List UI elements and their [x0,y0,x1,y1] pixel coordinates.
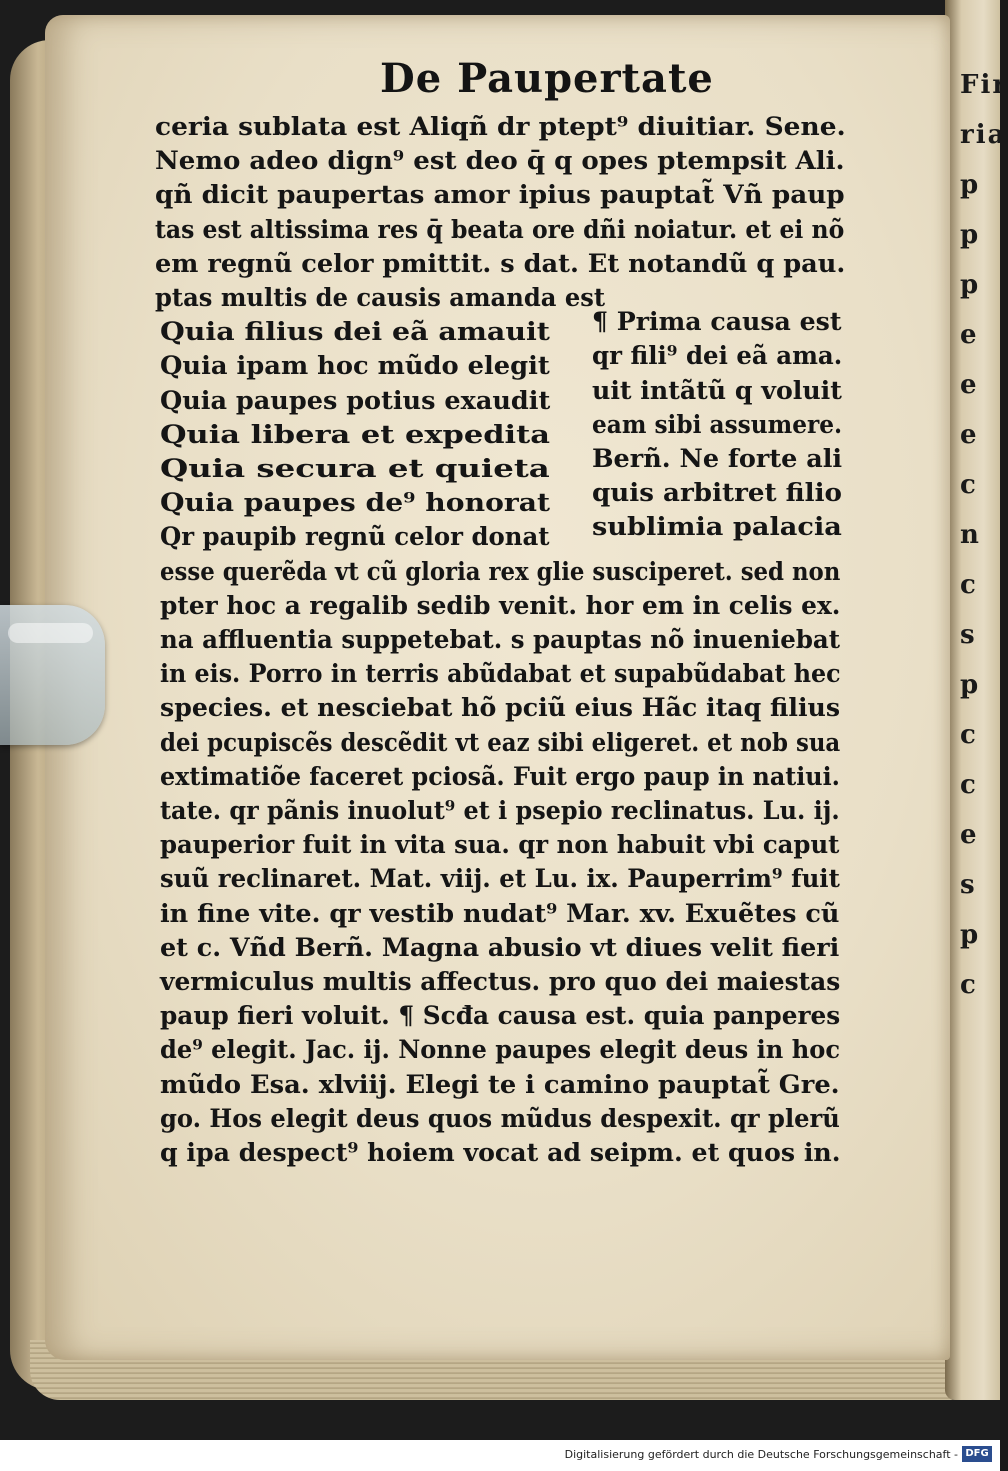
body_lines_full_2-line: dei pcupiscẽs descẽdit vt eaz sibi eligeret. et nob sua [160,727,841,757]
body_lines_full_1-line: Nemo adeo dign⁹ est deo q̄ q opes ptempsit Ali. [155,146,845,176]
facing-page-fragment: c [960,970,978,1000]
facing-page-fragment: n [960,520,981,550]
body_lines_full_2-line: in fine vite. qr vestib nudat⁹ Mar. xv. Exuẽtes cũ [160,898,840,928]
body_lines_full_2-line: tate. qr pãnis inuolut⁹ et i psepio reclinatus. Lu. ij. [160,796,840,825]
facing-page-fragment: c [960,570,978,600]
running-head: De Paupertate [380,55,714,102]
body_lines_full_2-line: na affluentia suppetebat. s pauptas nõ inueniebat [160,625,841,654]
body_lines_full_2-line: extimatiõe faceret pciosã. Fuit ergo paup in natiui. [160,761,840,791]
list_left-line: Quia paupes de⁹ honorat [160,488,550,518]
body_lines_full_2-line: de⁹ elegit. Jac. ij. Nonne paupes elegit deus in hoc [160,1035,841,1065]
facing-page-fragment: e [960,420,979,450]
facing-page-fragment: s [960,870,977,900]
list_left-line: Quia ipam hoc mũdo elegit [160,351,550,381]
body_lines_full_1-line: qñ dicit paupertas amor ipius pauptat̃ Vñ paup [155,180,845,210]
facing-page-fragment: e [960,320,979,350]
body_lines_full_1-line: ceria sublata est Aliqñ dr ptept⁹ diuitiar. Sene. [155,112,846,141]
facing-page-fragment: p [960,170,981,200]
facing-page-fragment: ria [960,120,1007,150]
footer-bar [0,1440,1000,1471]
body_lines_full_1-line: em regnũ celor pmittit. s dat. Et notandũ q pau. [155,248,846,278]
list_left-line: Quia libera et expedita [160,419,550,449]
list_left-line: Quia filius dei eã amauit [160,317,550,347]
facing-page-fragment: p [960,670,981,700]
facing-page-fragment: p [960,920,981,950]
body_lines_full_2-line: pter hoc a regalib sedib venit. hor em in celis ex. [160,590,841,620]
body_lines_full_2-line: pauperior fuit in vita sua. qr non habuit vbi caput [160,830,840,860]
facing-page-fragment: p [960,220,981,250]
footer-credit: Digitalisierung gefördert durch die Deutsche Forschungsgemeinschaft - [564,1448,958,1461]
body_lines_full_2-line: q ipa despect⁹ hoiem vocat ad seipm. et quos in. [160,1138,841,1167]
list_right-line: Berñ. Ne forte ali [592,444,843,473]
facing-page-fragment: s [960,620,977,650]
dfg-logo: DFG [962,1446,992,1462]
facing-page-fragment: p [960,270,981,300]
facing-page-fragment: c [960,470,978,500]
body_lines_full_2-line: vermiculus multis affectus. pro quo dei maiestas [160,967,841,996]
body_lines_full_2-line: mũdo Esa. xlviij. Elegi te i camino pauptat̃ Gre. [160,1069,840,1099]
body_lines_full_2-line: in eis. Porro in terris abũdabat et supabũdabat hec [160,659,841,689]
body_lines_full_1-line: tas est altissima res q̄ beata ore dñi noiatur. et ei nõ [155,214,845,244]
facing-page-fragment: c [960,770,978,800]
list_left-line: Quia secura et quieta [160,454,550,483]
list_right-line: eam sibi assumere. [592,409,843,439]
page-clip [0,605,105,745]
body_lines_full_2-line: suũ reclinaret. Mat. viij. et Lu. ix. Pauperrim⁹ fuit [160,864,840,894]
body_lines_full_2-line: et c. Vñd Berñ. Magna abusio vt diues velit fieri [160,932,840,962]
body_lines_full_2-line: esse querẽda vt cũ gloria rex glie susciperet. sed non [160,556,841,586]
body_lines_full_1-line: ptas multis de causis amanda est [155,283,606,312]
body_lines_full_2-line: go. Hos elegit deus quos mũdus despexit. qr plerũ [160,1103,840,1133]
body_lines_full_2-line: paup fieri voluit. ¶ Scđa causa est. quia panperes [160,1001,841,1031]
list_right-line: quis arbitret filio [592,478,843,508]
facing-page-fragment: e [960,820,979,850]
facing-page-fragment: c [960,720,978,750]
body_lines_full_2-line: species. et nesciebat hõ pciũ eius Hãc itaq filius [160,693,841,723]
list_right-line: sublimia palacia [592,512,842,542]
list_right-line: ¶ Prima causa est [592,307,842,337]
facing-page-fragment: e [960,370,979,400]
facing-page-text [960,60,1008,1160]
facing-page-fragment: Fir [960,70,1008,100]
list_left-line: Quia paupes potius exaudit [160,385,551,415]
list_left-line: Qr paupib regnũ celor donat [160,522,550,552]
list_right-line: qr fili⁹ dei eã ama. [592,341,843,371]
list_right-line: uit intãtũ q voluit [592,375,842,405]
